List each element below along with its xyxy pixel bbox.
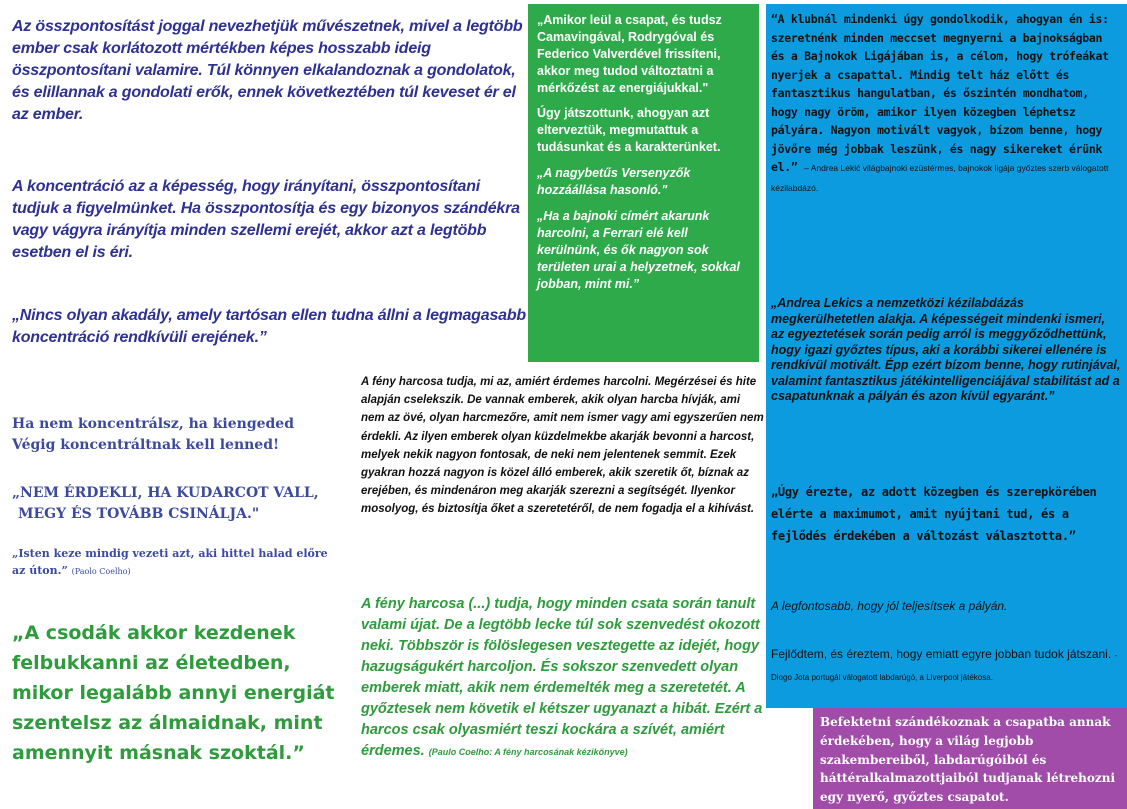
jota-citation: - Diogo Jota portugál válogatott labdarúgó, a Liverpool játékosa. — [771, 651, 1118, 682]
caps-line-2: MEGY ÉS TOVÁBB CSINÁLJA." — [18, 506, 260, 522]
caps-quote — [12, 483, 342, 525]
lekic-quote — [771, 10, 1121, 197]
coelho-quote — [12, 545, 342, 580]
green-box-quote-2: Úgy játszottunk, ahogyan azt elterveztük, megmutattuk a tudásunkat és a karakterünket. — [537, 106, 721, 154]
green-box-quote-4: „Ha a bajnoki címért akarunk harcolni, a Ferrari elé kell kerülnünk, és ők nagyon sok területen urai a helyzetnek, sokkal jobban, mint mi.” — [537, 209, 740, 291]
perform-quote: A legfontosabb, hogy jól teljesítsek a pályán. — [771, 599, 1008, 613]
coelho-quote-text: „Isten keze mindig vezeti azt, aki hittel halad előre az úton.” — [12, 547, 328, 577]
focus-reminder — [12, 414, 342, 456]
green-box-quote-1: „Amikor leül a csapat, és tudsz Camavingával, Rodrygóval és Federico Valverdével frissíteni, akkor meg tudod változtatni a mérkőzést az energiájukkal." — [537, 13, 722, 95]
warrior-lesson-citation: (Paulo Coelho: A fény harcosának kézikönyve) — [428, 747, 628, 757]
concentration-quote-3: „Nincs olyan akadály, amely tartósan ellen tudna állni a legmagasabb koncentráció rendkívüli erejének.” — [12, 307, 526, 346]
purple-quote-box: Befektetni szándékoznak a csapatba annak érdekében, hogy a világ legjobb szakembereiből, labdarúgóiból és háttéralkalmazottjaiból tudjanak létrehozni egy nyerő, győztes csapatot. — [813, 708, 1127, 809]
green-quote-box — [528, 4, 759, 362]
concentration-quote-2: A koncentráció az a képesség, hogy irányítani, összpontosítani tudjuk a figyelmünket. Ha összpontosítja és egy bizonyos szándékra vagy vágyra irányítja minden szellemi erejét, akkor azt a legtöbb esetben el is éri. — [12, 178, 520, 261]
lekics-evaluation-quote: „Andrea Lekics a nemzetközi kézilabdázás megkerülhetetlen alakja. A képességeit mindenki ismeri, az egyeztetések során pedig arról is meggyőződhettünk, hogy igazi győztes típus, aki a korábbi sikerei ellenére is rendkívül motivált. Épp ezért bízom benne, hogy rutinjával, valamint fantasztikus játékintelligenciájával stabilitást ad a csapatunknak a pályán és azon kívül egyaránt.” — [771, 296, 1121, 403]
focus-line-2: Végig koncentráltnak kell lenned! — [12, 437, 280, 453]
green-box-quote-3: „A nagybetűs Versenyzők hozzáállása hasonló." — [537, 166, 691, 197]
concentration-quote-1: Az összpontosítást joggal nevezhetjük művészetnek, mivel a legtöbb ember csak korlátozott mértékben képes hosszabb ideig összpontosítani valamire. Túl könnyen elkalandoznak a gondolatok, és elillannak a gondolati erők, ennek következtében túl keveset ér el az ember. — [12, 18, 523, 123]
jota-quote — [771, 644, 1121, 688]
caps-line-1: „NEM ÉRDEKLI, HA KUDARCOT VALL, — [12, 485, 319, 501]
change-quote: „Úgy érezte, az adott közegben és szerepkörében elérte a maximumot, amit nyújtani tud, és a fejlődés érdekében a változást választotta.” — [771, 485, 1097, 543]
focus-line-1: Ha nem koncentrálsz, ha kiengeded — [12, 416, 294, 432]
miracles-quote: „A csodák akkor kezdenek felbukkanni az életedben, mikor legalább annyi energiát szentelsz az álmaidnak, mint amennyit másnak szoktál.” — [12, 622, 335, 764]
warrior-of-light-paragraph: A fény harcosa tudja, mi az, amiért érdemes harcolni. Megérzései és hite alapján cselekszik. De vannak emberek, akik olyan harcba hívják, ami nem az övé, olyan harcmezőre, amit nem ismer vagy ami egyszerűen nem érdekli. Az ilyen emberek olyan küzdelmekbe akarják bevonni a harcost, melyek nekik nagyon fontosak, de neki nem jelentenek semmit. Ezek gyakran hozzá nagyon is közel álló emberek, akik szeretik őt, bíznak az erejében, és mindenáron meg akarják szerezni a segítségét. Ilyenkor mosolyog, és biztosítja őket a szeretetéről, de nem fogadja el a kihívást. — [361, 376, 764, 516]
coelho-citation: (Paolo Coelho) — [71, 567, 131, 576]
jota-quote-text: Fejlődtem, és éreztem, hogy emiatt egyre jobban tudok játszani. — [771, 647, 1112, 661]
lekic-citation: – Andrea Lekić világbajnoki ezüstérmes, bajnokok ligája győztes szerb válogatott kézilabdázó. — [771, 163, 1109, 193]
warrior-lesson-paragraph — [361, 594, 766, 763]
warrior-lesson-text: A fény harcosa (...) tudja, hogy minden csata során tanult valami újat. De a legtöbb lecke túl sok szenvedést okozott neki. Többször is fölöslegesen vesztegette az idejét, hogy hazugságukért harcoljon. És sokszor szenvedett olyan emberek miatt, akik nem érdemelték meg a szeretetét. A győztesek nem követik el kétszer ugyanazt a hibát. Ezért a harcos csak olyasmiért teszi kockára a szívét, amiért érdemes. — [361, 596, 763, 759]
blue-quote-box — [766, 4, 1127, 708]
lekic-quote-text: “A klubnál mindenki úgy gondolkodik, ahogyan én is: szeretnénk minden meccset megnyerni a bajnokságban és a Bajnokok Ligájában is, a célom, hogy trófeákat nyerjek a csapattal. Mindig telt ház előtt és fantasztikus hangulatban, és őszintén mondhatom, hogy nagy öröm, amikor ilyen közegben léphetsz pályára. Nagyon motivált vagyok, bízom benne, hogy jövőre még jobbak leszünk, és nagy sikereket érünk el.” — [771, 12, 1109, 174]
